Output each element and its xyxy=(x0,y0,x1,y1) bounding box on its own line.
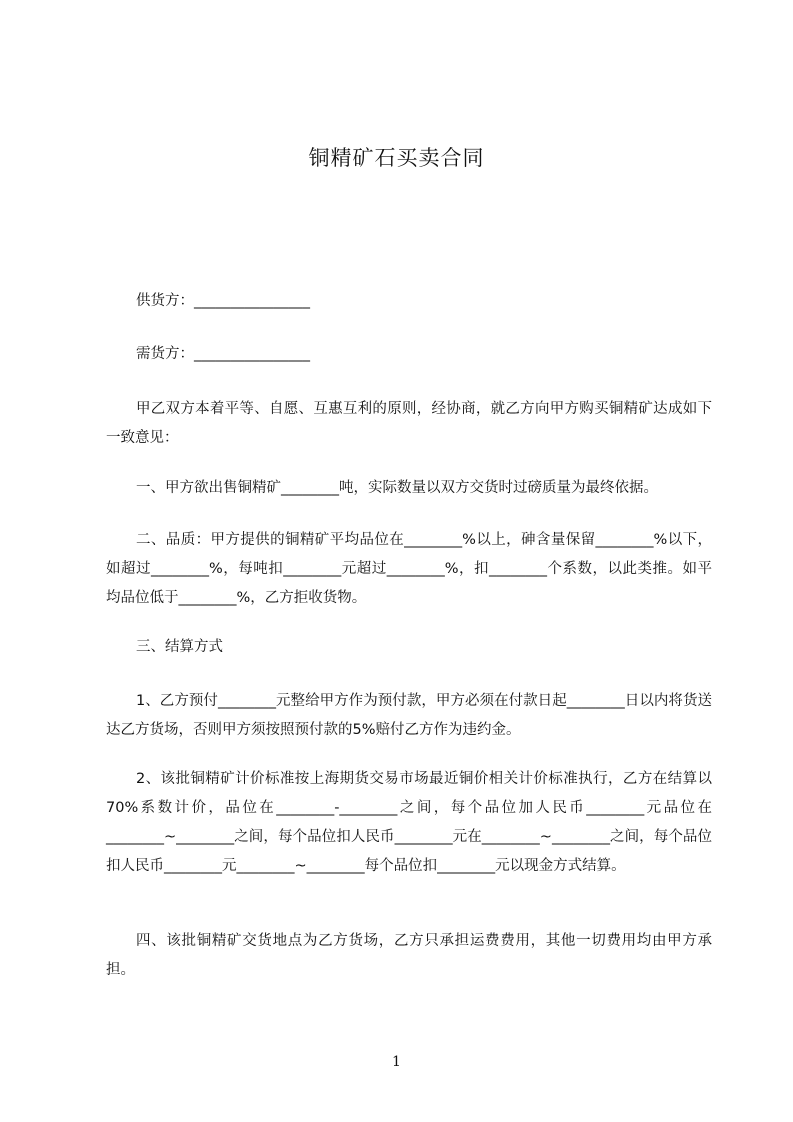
buyer-line: 需货方：________________ xyxy=(136,346,310,362)
clause-3-heading: 三、结算方式 xyxy=(136,639,223,655)
clause-3-2: 2、该批铜精矿计价标准按上海期货交易市场最近铜价相关计价标准执行，乙方在结算以70%系数计价，品位在________-________之间，每个品位加人民币________元品位在________~________之间，每个品位扣人民币________元在________~________之间，每个品位扣人民币________元________~________每个品位扣________元以现金方式结算。 xyxy=(106,771,712,874)
supplier-line: 供货方：________________ xyxy=(136,293,310,309)
clause-2: 二、品质：甲方提供的铜精矿平均品位在________%以上，砷含量保留________%以下，如超过________%，每吨扣________元超过________%，扣________个系数，以此类推。如平均品位低于________%，乙方拒收货物。 xyxy=(106,532,712,606)
clause-3-1: 1、乙方预付________元整给甲方作为预付款，甲方必须在付款日起________日以内将货送达乙方货场，否则甲方须按照预付款的5%赔付乙方作为违约金。 xyxy=(106,693,712,738)
document-title: 铜精矿石买卖合同 xyxy=(308,146,485,170)
clause-4: 四、该批铜精矿交货地点为乙方货场，乙方只承担运费费用，其他一切费用均由甲方承担。 xyxy=(106,933,712,978)
page-number: 1 xyxy=(392,1054,401,1070)
clause-1: 一、甲方欲出售铜精矿________吨，实际数量以双方交货时过磅质量为最终依据。 xyxy=(136,480,658,496)
intro-paragraph: 甲乙双方本着平等、自愿、互惠互利的原则，经协商，就乙方向甲方购买铜精矿达成如下一致意见： xyxy=(106,401,712,446)
